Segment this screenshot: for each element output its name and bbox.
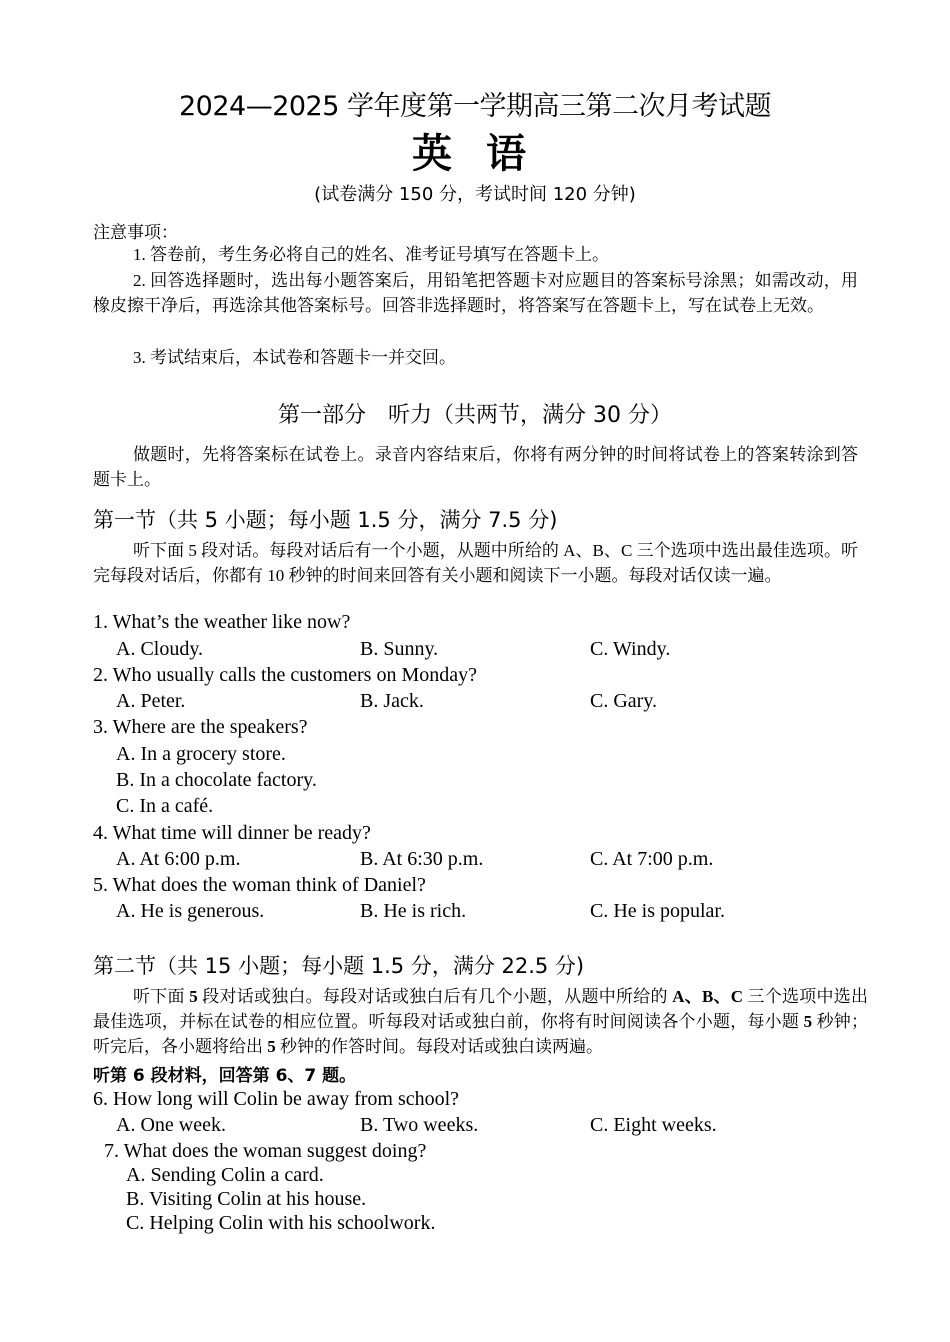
question-7: 7. What does the woman suggest doing? xyxy=(104,1140,427,1162)
q5-option-c: C. He is popular. xyxy=(590,900,725,922)
section2-title: 第二节（共 15 小题；每小题 1.5 分，满分 22.5 分) xyxy=(93,954,585,978)
exam-subtitle: (试卷满分 150 分，考试时间 120 分钟) xyxy=(314,184,636,205)
section1-instructions: 听下面 5 段对话。每段对话后有一个小题，从题中所给的 A、B、C 三个选项中选出最佳选项。听完每段对话后，你都有 10 秒钟的时间来回答有关小题和阅读下一小题。每段对话仅读一遍。 xyxy=(93,541,858,585)
q6-option-b: B. Two weeks. xyxy=(360,1114,479,1136)
question-1: 1. What’s the weather like now? xyxy=(93,611,351,633)
question-5: 5. What does the woman think of Daniel? xyxy=(93,874,426,896)
section2-instructions: 听下面 5 段对话或独白。每段对话或独白后有几个小题，从题中所给的 A、B、C 三个选项中选出最佳选项，并标在试卷的相应位置。听每段对话或独白前，你将有时间阅读各个小题，每小题 5 秒钟；听完后，各小题将给出 5 秒钟的作答时间。每段对话或独白读两遍。 xyxy=(93,987,869,1056)
q4-option-a: A. At 6:00 p.m. xyxy=(116,848,241,870)
q1-option-a: A. Cloudy. xyxy=(116,638,204,660)
q4-option-c: C. At 7:00 p.m. xyxy=(590,848,714,870)
note-item-2: 2. 回答选择题时，选出每小题答案后，用铅笔把答题卡对应题目的答案标号涂黑；如需改动，用橡皮擦干净后，再选涂其他答案标号。回答非选择题时，将答案写在答题卡上，写在试卷上无效。 xyxy=(93,271,858,315)
q3-option-b: B. In a chocolate factory. xyxy=(116,769,317,791)
question-4: 4. What time will dinner be ready? xyxy=(93,822,371,844)
q2-option-c: C. Gary. xyxy=(590,690,658,712)
q5-option-b: B. He is rich. xyxy=(360,900,467,922)
q6-option-a: A. One week. xyxy=(116,1114,226,1136)
q1-option-c: C. Windy. xyxy=(590,638,671,660)
q6-option-c: C. Eight weeks. xyxy=(590,1114,717,1136)
q7-option-c: C. Helping Colin with his schoolwork. xyxy=(126,1212,436,1234)
question-6: 6. How long will Colin be away from school? xyxy=(93,1088,460,1110)
material-6-heading: 听第 6 段材料，回答第 6、7 题。 xyxy=(93,1066,357,1086)
part1-intro: 做题时，先将答案标在试卷上。录音内容结束后，你将有两分钟的时间将试卷上的答案转涂到答题卡上。 xyxy=(93,445,858,489)
note-item-1: 1. 答卷前，考生务必将自己的姓名、准考证号填写在答题卡上。 xyxy=(133,245,609,264)
question-2: 2. Who usually calls the customers on Monday? xyxy=(93,664,478,686)
q3-option-c: C. In a café. xyxy=(116,795,214,817)
q7-option-b: B. Visiting Colin at his house. xyxy=(126,1188,367,1210)
q2-option-a: A. Peter. xyxy=(116,690,186,712)
q1-option-b: B. Sunny. xyxy=(360,638,439,660)
exam-title: 2024—2025 学年度第一学期高三第二次月考试题 xyxy=(178,91,771,122)
notes-heading: 注意事项： xyxy=(93,223,178,243)
question-3: 3. Where are the speakers? xyxy=(93,716,308,738)
q2-option-b: B. Jack. xyxy=(360,690,424,712)
part1-title: 第一部分 听力（共两节，满分 30 分） xyxy=(278,403,672,428)
q7-option-a: A. Sending Colin a card. xyxy=(126,1164,324,1186)
section1-title: 第一节（共 5 小题；每小题 1.5 分，满分 7.5 分) xyxy=(93,508,558,532)
q3-option-a: A. In a grocery store. xyxy=(116,743,286,765)
subject-heading: 英 语 xyxy=(412,131,538,176)
q4-option-b: B. At 6:30 p.m. xyxy=(360,848,484,870)
q5-option-a: A. He is generous. xyxy=(116,900,265,922)
note-item-3: 3. 考试结束后，本试卷和答题卡一并交回。 xyxy=(133,348,456,367)
